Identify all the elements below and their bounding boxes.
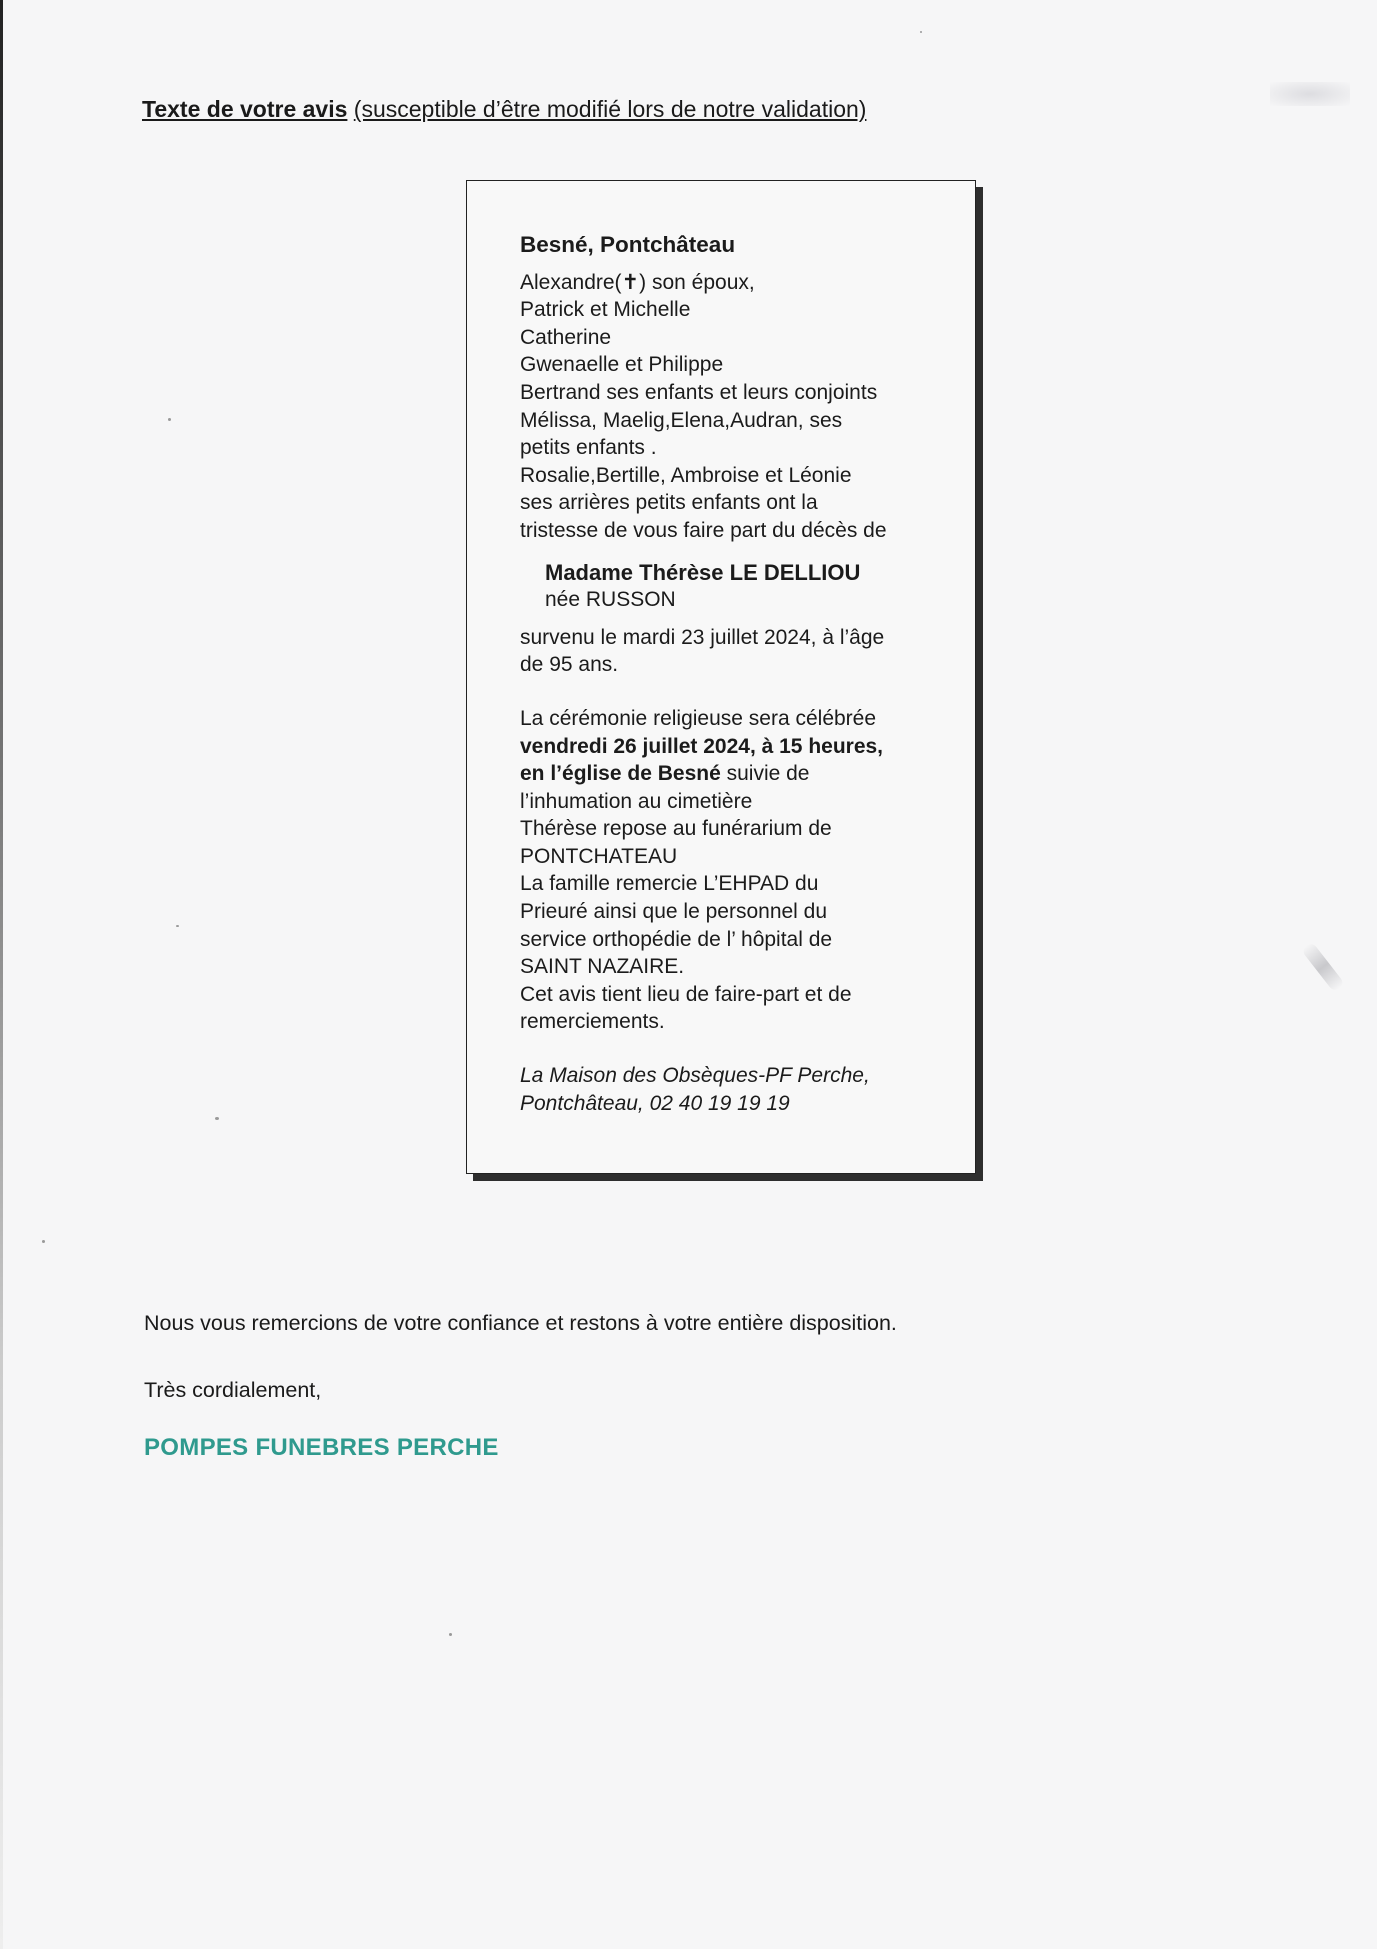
speck [168, 418, 171, 421]
ceremony-place: en l’église de Besné [520, 762, 721, 786]
speck [920, 31, 922, 33]
header-note: (susceptible d’être modifié lors de notre validation) [353, 96, 867, 122]
after-line: Prieuré ainsi que le personnel du [520, 900, 828, 924]
family-line: Rosalie,Bertille, Ambroise et Léonie [520, 463, 852, 487]
family-line: Gwenaelle et Philippe [520, 353, 724, 377]
after-line: Cet avis tient lieu de faire-part et de [520, 982, 852, 1006]
after-line: SAINT NAZAIRE. [520, 955, 685, 979]
notice-place: Besné, Pontchâteau [520, 232, 736, 257]
paper-crease [1270, 82, 1350, 106]
after-line: La famille remercie L’EHPAD du [520, 872, 819, 896]
after-line: remerciements. [520, 1010, 665, 1034]
family-line: ses arrières petits enfants ont la [520, 491, 818, 515]
paper-smudge [1301, 941, 1345, 992]
company-name: POMPES FUNEBRES PERCHE [144, 1434, 499, 1461]
family-line: Alexandre(✝) son époux, [520, 270, 755, 294]
closing-regards: Très cordialement, [144, 1378, 322, 1402]
after-line: PONTCHATEAU [520, 844, 678, 868]
after-line: Thérèse repose au funérarium de [520, 817, 832, 841]
deceased-block [545, 559, 960, 614]
deceased-maiden-name: née RUSSON [545, 588, 676, 612]
family-line: Bertrand ses enfants et leurs conjoints [520, 380, 878, 404]
death-line: survenu le mardi 23 juillet 2024, à l’âge [520, 625, 885, 649]
family-list [520, 269, 960, 545]
signature-line: Pontchâteau, 02 40 19 19 19 [520, 1091, 790, 1115]
notice-signature [520, 1062, 960, 1117]
notice-header [142, 96, 866, 123]
family-line: petits enfants . [520, 436, 657, 460]
speck [449, 1633, 452, 1636]
death-info [520, 624, 960, 679]
ceremony-info [520, 705, 960, 1036]
after-line: service orthopédie de l’ hôpital de [520, 927, 833, 951]
obituary-notice-text [520, 231, 960, 1117]
death-line: de 95 ans. [520, 653, 619, 677]
speck [176, 925, 179, 927]
family-line: Catherine [520, 325, 612, 349]
family-line: Mélissa, Maelig,Elena,Audran, ses [520, 408, 843, 432]
scan-edge [0, 0, 3, 1949]
obituary-notice-box [466, 180, 976, 1174]
thanks-sentence: Nous vous remercions de votre confiance et restons à votre entière disposition. [144, 1311, 897, 1335]
ceremony-suffix: suivie de [720, 762, 810, 786]
family-line: tristesse de vous faire part du décès de [520, 518, 887, 542]
ceremony-place-line [520, 760, 960, 788]
signature-line: La Maison des Obsèques-PF Perche, [520, 1064, 870, 1088]
speck [42, 1240, 45, 1243]
header-title: Texte de votre avis [142, 96, 348, 122]
speck [215, 1117, 219, 1120]
ceremony-date: vendredi 26 juillet 2024, à 15 heures, [520, 734, 884, 758]
family-line: Patrick et Michelle [520, 298, 691, 322]
after-line: l’inhumation au cimetière [520, 789, 753, 813]
ceremony-line: La cérémonie religieuse sera célébrée [520, 706, 877, 730]
deceased-name: Madame Thérèse LE DELLIOU [545, 559, 861, 585]
